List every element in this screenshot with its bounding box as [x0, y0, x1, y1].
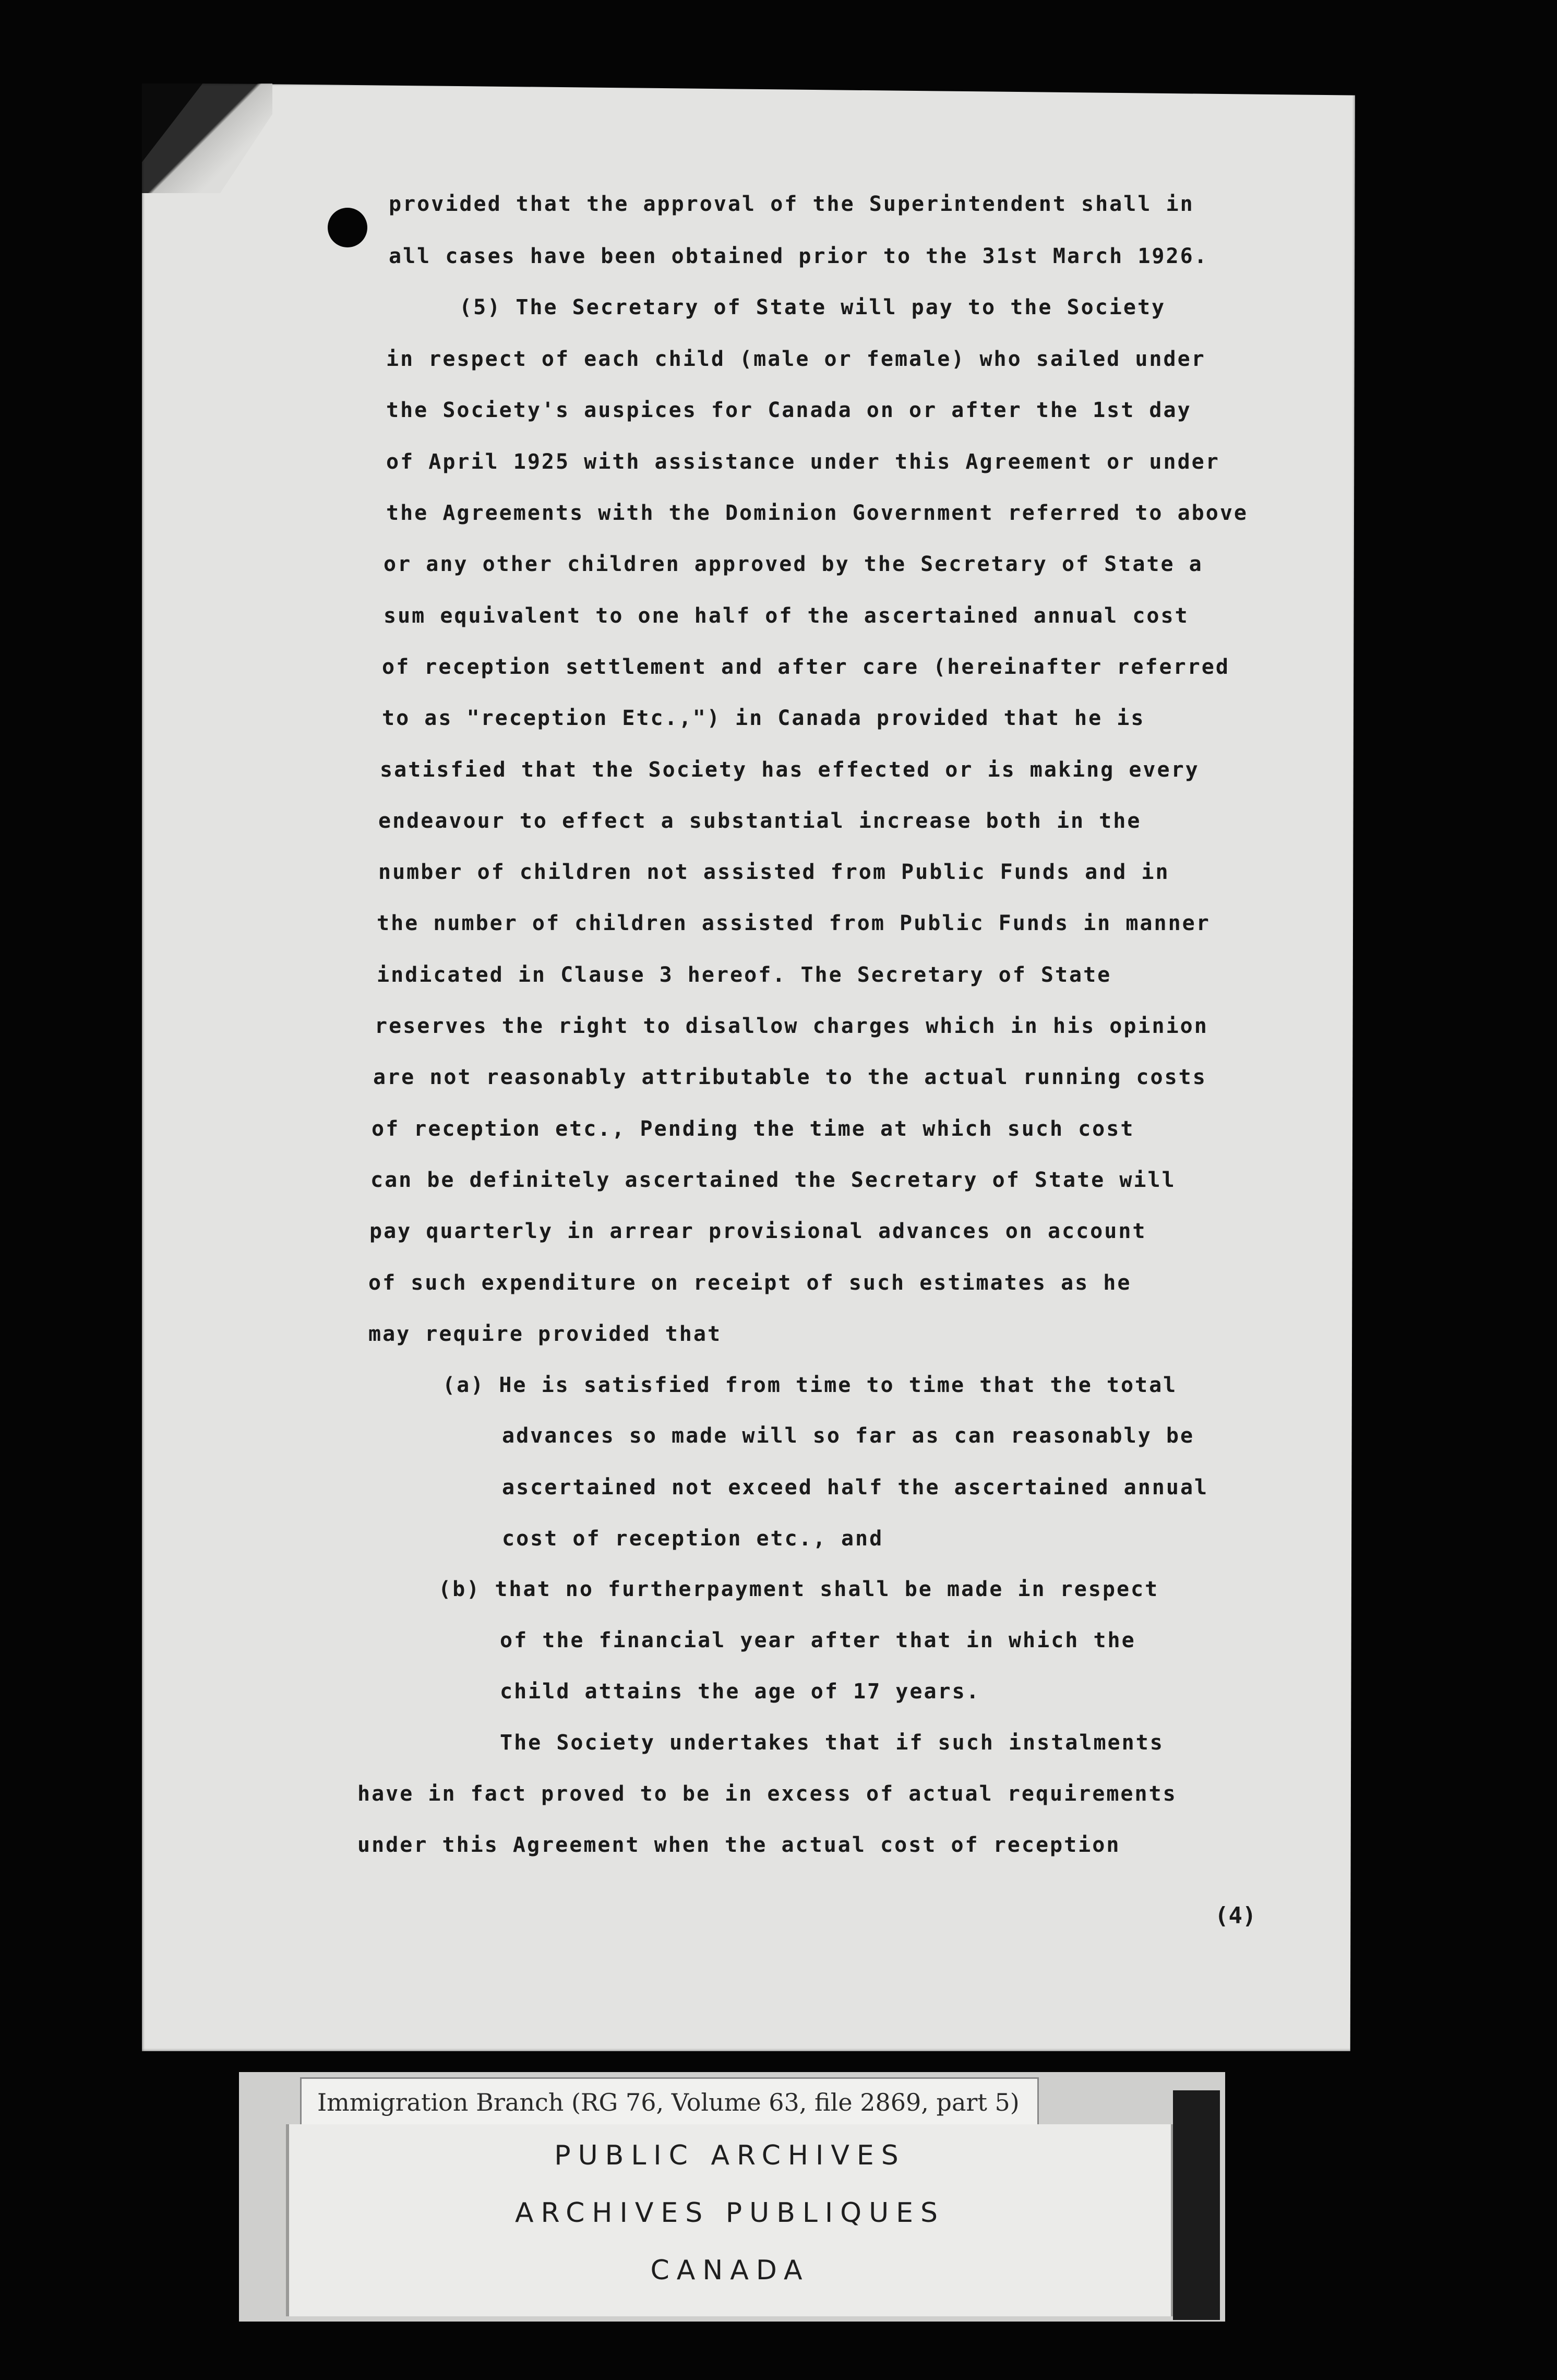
- page-number: (4): [1215, 1902, 1256, 1929]
- text-line: (5) The Secretary of State will pay to the Society: [459, 295, 1166, 319]
- label-tab: [1173, 2090, 1220, 2320]
- text-line: have in fact proved to be in excess of actual requirements: [357, 1782, 1177, 1806]
- punch-hole: [328, 208, 367, 247]
- text-line: child attains the age of 17 years.: [500, 1680, 980, 1704]
- reference-strip: [300, 2077, 1039, 2126]
- text-line: the Agreements with the Dominion Government referred to above: [386, 501, 1249, 525]
- text-line: of such expenditure on receipt of such estimates as he: [368, 1271, 1132, 1295]
- text-line: in respect of each child (male or female) who sailed under: [386, 347, 1206, 371]
- text-line: number of children not assisted from Public Funds and in: [378, 860, 1170, 884]
- text-line: (b) that no furtherpayment shall be made in respect: [438, 1577, 1159, 1601]
- text-line: endeavour to effect a substantial increase both in the: [378, 809, 1142, 833]
- text-line: satisfied that the Society has effected or is making every: [380, 758, 1200, 782]
- text-line: can be definitely ascertained the Secretary of State will: [370, 1168, 1176, 1192]
- text-line: provided that the approval of the Superintendent shall in: [389, 192, 1194, 216]
- archive-reference: Immigration Branch (RG 76, Volume 63, file 2869, part 5): [317, 2088, 1020, 2116]
- text-line: (a) He is satisfied from time to time that the total: [442, 1373, 1178, 1397]
- text-line: may require provided that: [368, 1322, 722, 1346]
- text-line: of reception settlement and after care (hereinafter referred: [382, 655, 1230, 679]
- text-line: of the financial year after that in which the: [500, 1628, 1136, 1652]
- text-line: of April 1925 with assistance under this Agreement or under: [386, 450, 1220, 474]
- text-line: pay quarterly in arrear provisional advances on account: [369, 1219, 1147, 1243]
- text-line: reserves the right to disallow charges which in his opinion: [375, 1014, 1208, 1038]
- text-line: the Society's auspices for Canada on or after the 1st day: [386, 398, 1192, 422]
- stamp-line-2: ARCHIVES PUBLIQUES: [514, 2197, 945, 2229]
- text-line: indicated in Clause 3 hereof. The Secretary of State: [377, 963, 1112, 987]
- text-line: sum equivalent to one half of the ascertained annual cost: [384, 604, 1189, 628]
- text-line: are not reasonably attributable to the actual running costs: [373, 1065, 1207, 1089]
- text-line: of reception etc., Pending the time at which such cost: [372, 1117, 1135, 1141]
- text-line: or any other children approved by the Secretary of State a: [384, 552, 1203, 576]
- text-line: under this Agreement when the actual cost of reception: [357, 1833, 1121, 1857]
- archive-stamp: [286, 2124, 1174, 2316]
- text-line: advances so made will so far as can reasonably be: [502, 1424, 1195, 1448]
- stamp-line-3: CANADA: [650, 2255, 810, 2286]
- text-line: to as "reception Etc.,") in Canada provided that he is: [382, 706, 1145, 730]
- text-line: cost of reception etc., and: [502, 1527, 884, 1551]
- text-line: all cases have been obtained prior to the 31st March 1926.: [389, 244, 1208, 268]
- text-line: The Society undertakes that if such instalments: [500, 1731, 1164, 1755]
- stamp-line-1: PUBLIC ARCHIVES: [554, 2140, 906, 2171]
- text-line: ascertained not exceed half the ascertained annual: [502, 1475, 1209, 1500]
- text-line: the number of children assisted from Public Funds in manner: [377, 911, 1211, 935]
